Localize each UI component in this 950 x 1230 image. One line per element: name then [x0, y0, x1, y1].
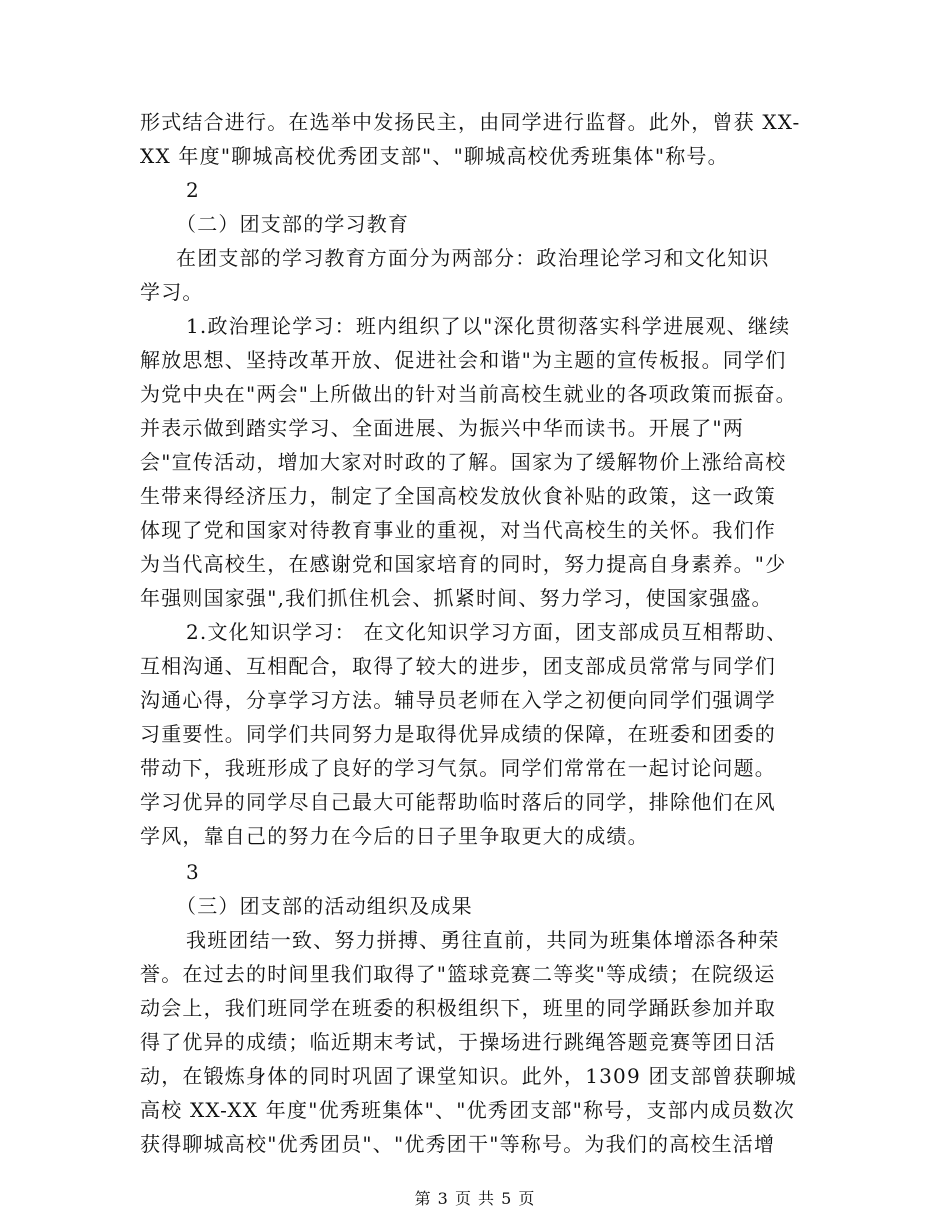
body-line: 并表示做到踏实学习、全面进展、为振兴中华而读书。开展了"两: [140, 416, 744, 440]
body-line: 互相沟通、互相配合，取得了较大的进步，团支部成员常常与同学们: [140, 654, 776, 678]
body-line: 动，在锻炼身体的同时巩固了课堂知识。此外，1309 团支部曾获聊城: [140, 1064, 797, 1088]
section-heading: （二）团支部的学习教育: [176, 212, 410, 236]
body-line: 学习优异的同学尽自己最大可能帮助临时落后的同学，排除他们在风: [140, 790, 776, 814]
body-line: 获得聊城高校"优秀团员"、"优秀团干"等称号。为我们的高校生活增: [140, 1132, 776, 1156]
body-line: 高校 XX-XX 年度"优秀班集体"、"优秀团支部"称号，支部内成员数次: [140, 1098, 795, 1122]
body-line: 沟通心得，分享学习方法。辅导员老师在入学之初便向同学们强调学: [140, 688, 776, 712]
body-line: 解放思想、坚持改革开放、促进社会和谐"为主题的宣传板报。同学们: [140, 348, 787, 372]
body-line: 学风，靠自己的努力在今后的日子里争取更大的成绩。: [140, 824, 649, 848]
body-line: 形式结合进行。在选举中发扬民主，由同学进行监督。此外，曾获 XX-: [140, 110, 801, 134]
body-line: 得了优异的成绩；临近期末考试，于操场进行跳绳答题竞赛等团日活: [140, 1030, 776, 1054]
body-line: XX 年度"聊城高校优秀团支部"、"聊城高校优秀班集体"称号。: [140, 144, 729, 168]
body-line: 为党中央在"两会"上所做出的针对当前高校生就业的各项政策而振奋。: [140, 382, 797, 406]
body-line: 动会上，我们班同学在班委的积极组织下，班里的同学踊跃参加并取: [140, 996, 776, 1020]
body-line: 为当代高校生，在感谢党和国家培育的同时，努力提高自身素养。"少: [140, 552, 787, 576]
body-line: 会"宣传活动，增加大家对时政的了解。国家为了缓解物价上涨给高校: [140, 450, 787, 474]
body-line: 生带来得经济压力，制定了全国高校发放伙食补贴的政策，这一政策: [140, 484, 776, 508]
section-heading: （三）团支部的活动组织及成果: [176, 894, 473, 918]
page-number-marker: 2: [186, 178, 200, 202]
body-line: 2.文化知识学习： 在文化知识学习方面，团支部成员互相帮助、: [186, 620, 788, 644]
body-line: 体现了党和国家对待教育事业的重视，对当代高校生的关怀。我们作: [140, 518, 776, 542]
body-line: 誉。在过去的时间里我们取得了"篮球竞赛二等奖"等成绩；在院级运: [140, 962, 776, 986]
body-line: 在团支部的学习教育方面分为两部分：政治理论学习和文化知识: [176, 246, 770, 270]
body-line: 我班团结一致、努力拼搏、勇往直前，共同为班集体增添各种荣: [186, 928, 780, 952]
body-line: 习重要性。同学们共同努力是取得优异成绩的保障，在班委和团委的: [140, 722, 776, 746]
body-line: 带动下，我班形成了良好的学习气氛。同学们常常在一起讨论问题。: [140, 756, 776, 780]
body-line: 年强则国家强",我们抓住机会、抓紧时间、努力学习，使国家强盛。: [140, 586, 773, 610]
page-footer: 第 3 页 共 5 页: [414, 1189, 536, 1208]
page-number-marker: 3: [186, 860, 200, 884]
body-line: 学习。: [140, 280, 204, 304]
body-line: 1.政治理论学习：班内组织了以"深化贯彻落实科学进展观、继续: [186, 314, 791, 338]
